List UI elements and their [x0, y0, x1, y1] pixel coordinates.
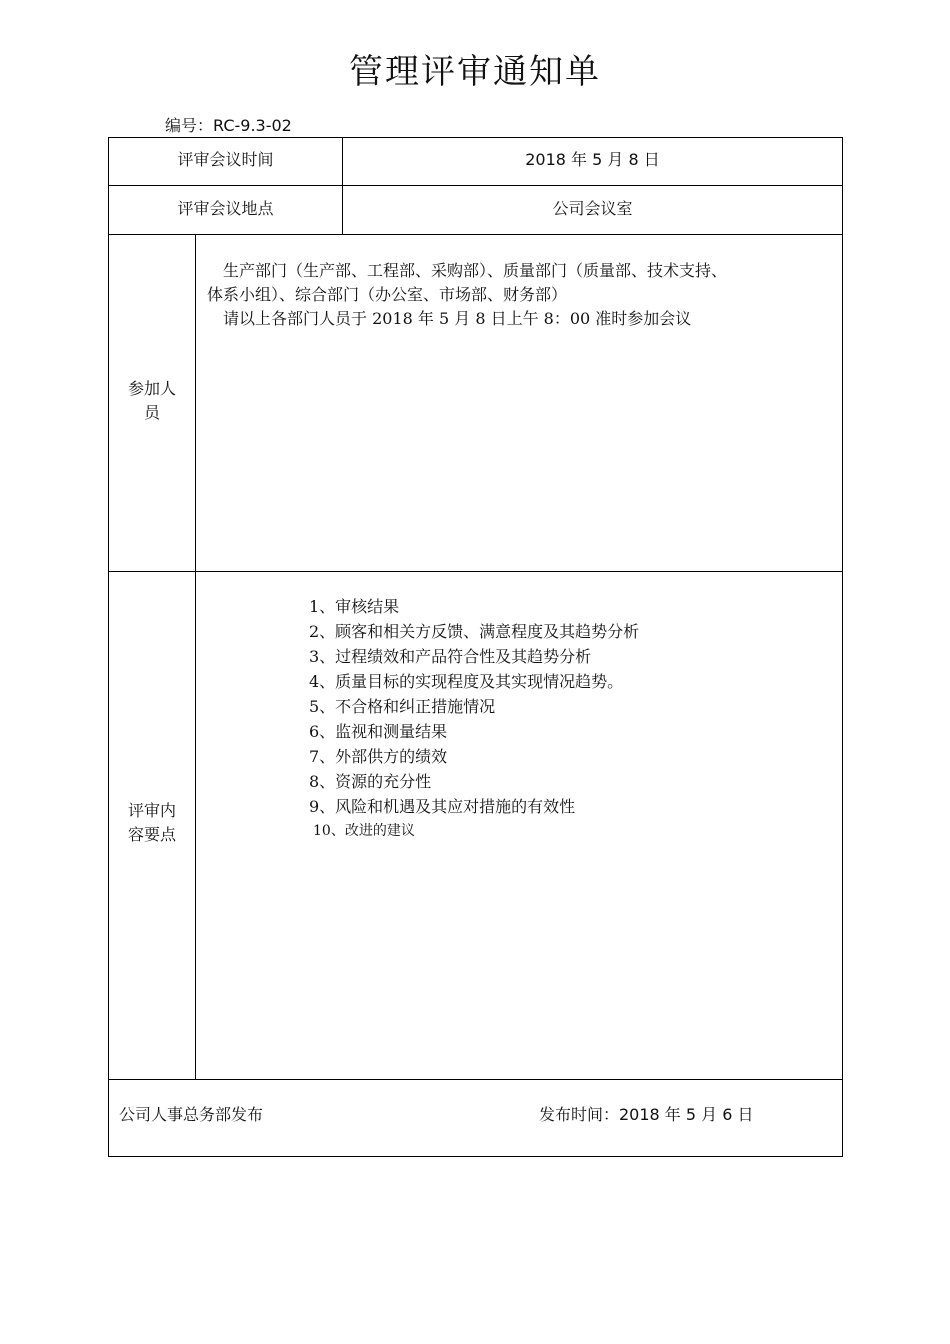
- row-divider: [109, 234, 842, 235]
- issuer-text: 公司人事总务部发布: [119, 1105, 264, 1124]
- list-item: 8、资源的充分性: [309, 772, 432, 791]
- list-item: 2、顾客和相关方反馈、满意程度及其趋势分析: [309, 622, 640, 641]
- attendees-label-line: 参加人: [127, 379, 176, 398]
- document-number: 编号：RC-9.3-02: [165, 116, 292, 135]
- attendees-line: 请以上各部门人员于 2018 年 5 月 8 日上午 8：00 准时参加会议: [223, 309, 692, 328]
- list-item: 3、过程绩效和产品符合性及其趋势分析: [309, 647, 592, 666]
- attendees-content: [207, 259, 837, 331]
- list-item: 4、质量目标的实现程度及其实现情况趋势。: [309, 672, 624, 691]
- list-item: 6、监视和测量结果: [309, 722, 448, 741]
- issue-date-text: 发布时间：2018 年 5 月 6 日: [539, 1105, 754, 1124]
- review-content-label-line: 评审内: [127, 801, 176, 820]
- meeting-time-value: 2018 年 5 月 8 日: [525, 150, 660, 169]
- page-title: 管理评审通知单: [349, 52, 601, 92]
- row-divider: [109, 185, 842, 186]
- review-content-label-line: 容要点: [127, 825, 176, 844]
- list-item: 5、不合格和纠正措施情况: [309, 697, 496, 716]
- attendees-label-line: 员: [143, 403, 160, 422]
- review-content-label: [109, 799, 195, 847]
- notice-form: [108, 137, 843, 1157]
- list-item: 7、外部供方的绩效: [309, 747, 448, 766]
- attendees-label: [109, 377, 195, 425]
- row-divider: [109, 571, 842, 572]
- column-divider: [195, 234, 196, 1079]
- row-divider: [109, 1079, 842, 1080]
- attendees-line: 体系小组）、综合部门（办公室、市场部、财务部）: [207, 285, 568, 304]
- meeting-place-value: 公司会议室: [552, 199, 633, 218]
- list-item: 10、改进的建议: [313, 823, 415, 839]
- list-item: 1、审核结果: [309, 597, 400, 616]
- attendees-line: 生产部门（生产部、工程部、采购部）、质量部门（质量部、技术支持、: [223, 261, 728, 280]
- meeting-time-label: 评审会议时间: [177, 150, 274, 169]
- review-content-list: [309, 594, 639, 844]
- meeting-place-label: 评审会议地点: [177, 199, 274, 218]
- list-item: 9、风险和机遇及其应对措施的有效性: [309, 797, 576, 816]
